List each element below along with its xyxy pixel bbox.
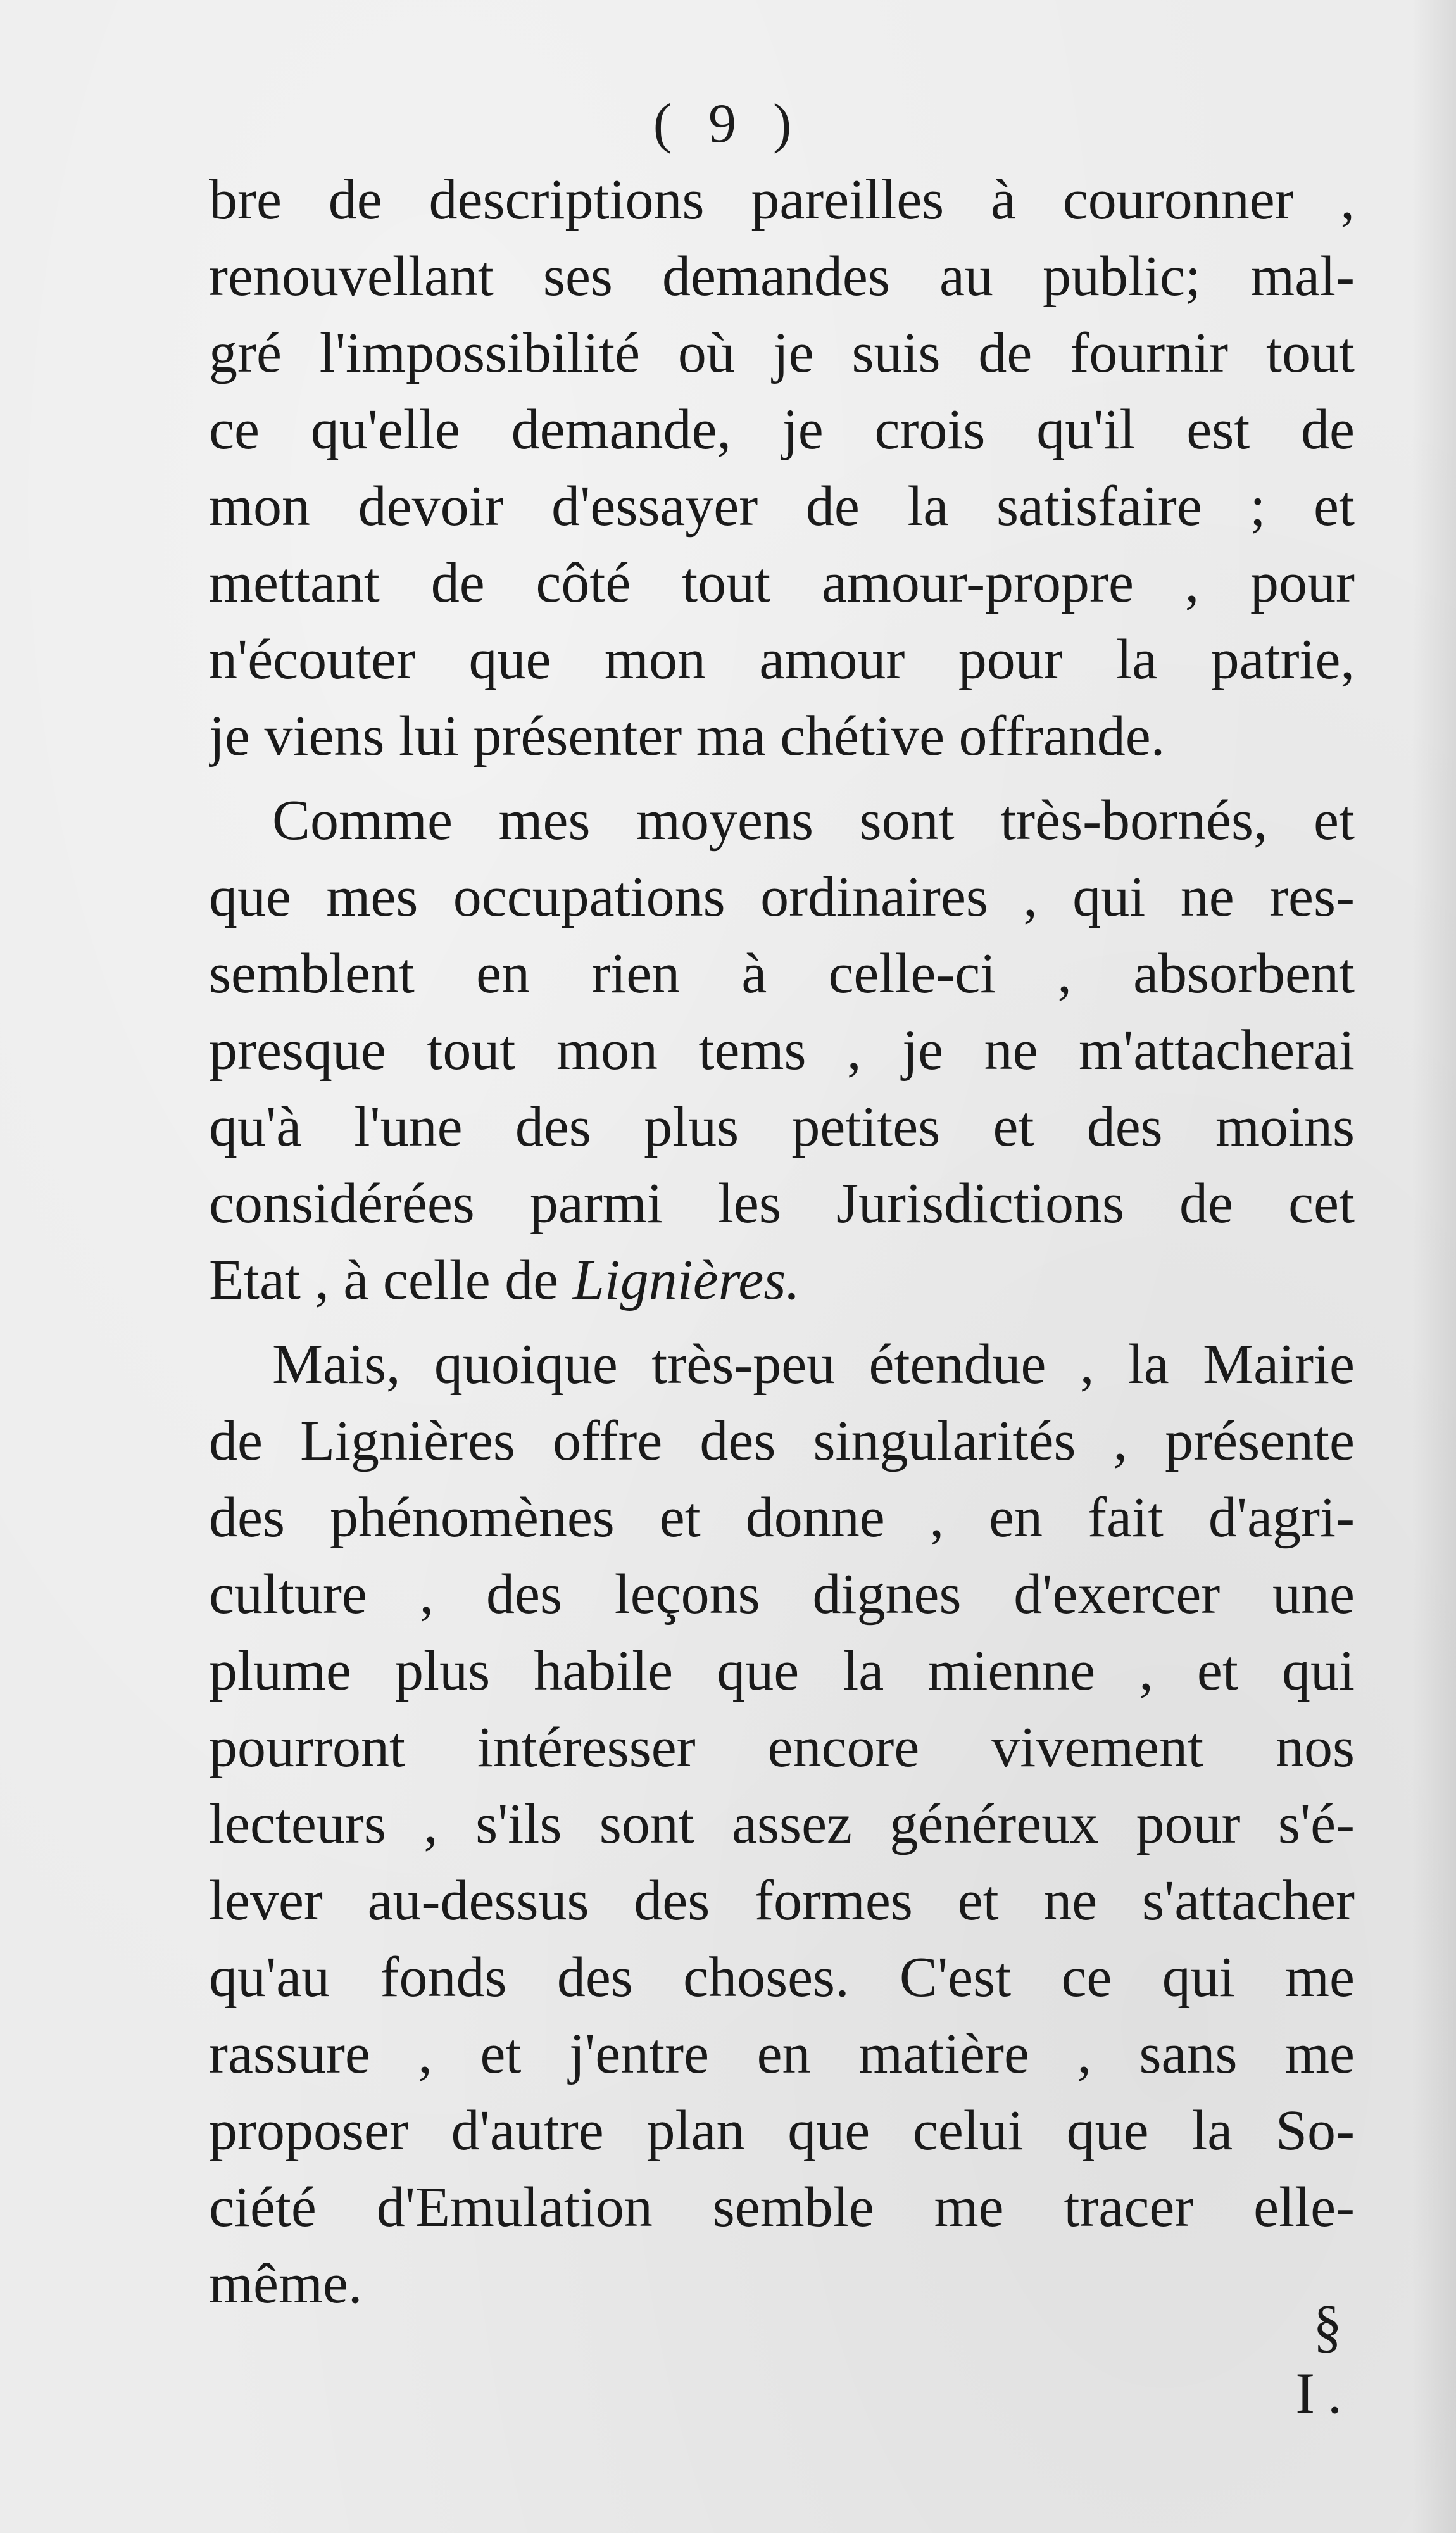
text-line: Comme mes moyens sont très-bornés, et bbox=[272, 789, 1355, 852]
text-line: de Lignières offre des singularités , présente bbox=[209, 1410, 1355, 1472]
text-line: pourront intéresser encore vivement nos bbox=[209, 1716, 1355, 1779]
page-edge-shadow bbox=[1412, 0, 1456, 2533]
text-line: presque tout mon tems , je ne m'attacherai bbox=[209, 1019, 1355, 1082]
text-line: plume plus habile que la mienne , et qui bbox=[209, 1639, 1355, 1702]
text-line: lecteurs , s'ils sont assez généreux pour s'é- bbox=[209, 1793, 1355, 1855]
text-line: lever au-dessus des formes et ne s'attacher bbox=[209, 1869, 1355, 1932]
text-line: Mais, quoique très-peu étendue , la Mairie bbox=[272, 1333, 1355, 1396]
text-line: qu'à l'une des plus petites et des moins bbox=[209, 1096, 1355, 1158]
text-line: n'écouter que mon amour pour la patrie, bbox=[209, 628, 1355, 691]
text-line: même. bbox=[209, 2252, 363, 2315]
text-line: semblent en rien à celle-ci , absorbent bbox=[209, 942, 1355, 1005]
text-line: considérées parmi les Jurisdictions de cet bbox=[209, 1172, 1355, 1235]
body-text bbox=[209, 161, 1355, 2322]
place-name-italic: Lignières. bbox=[572, 1249, 800, 1311]
text-line-segment: Etat , à celle de bbox=[209, 1249, 573, 1311]
text-line: ce qu'elle demande, je crois qu'il est de bbox=[209, 398, 1355, 461]
text-line: culture , des leçons dignes d'exercer une bbox=[209, 1563, 1355, 1626]
text-line: je viens lui présenter ma chétive offrande. bbox=[209, 705, 1165, 767]
text-line bbox=[209, 1242, 1355, 1318]
text-line: gré l'impossibilité où je suis de fournir tout bbox=[209, 322, 1355, 384]
text-line: qu'au fonds des choses. C'est ce qui me bbox=[209, 1946, 1355, 2009]
text-line: renouvellant ses demandes au public; mal- bbox=[209, 245, 1355, 308]
text-line: rassure , et j'entre en matière , sans me bbox=[209, 2023, 1355, 2085]
text-line: mettant de côté tout amour-propre , pour bbox=[209, 552, 1355, 614]
text-line: des phénomènes et donne , en fait d'agri- bbox=[209, 1486, 1355, 1549]
text-line: bre de descriptions pareilles à couronner , bbox=[209, 168, 1355, 231]
text-line: mon devoir d'essayer de la satisfaire ; et bbox=[209, 475, 1355, 538]
page-number: ( 9 ) bbox=[653, 93, 803, 155]
text-line: ciété d'Emulation semble me tracer elle- bbox=[209, 2176, 1355, 2239]
catchword: § I. bbox=[1295, 2294, 1355, 2425]
text-line: que mes occupations ordinaires , qui ne res- bbox=[209, 866, 1355, 928]
text-line: proposer d'autre plan que celui que la So- bbox=[209, 2099, 1355, 2162]
